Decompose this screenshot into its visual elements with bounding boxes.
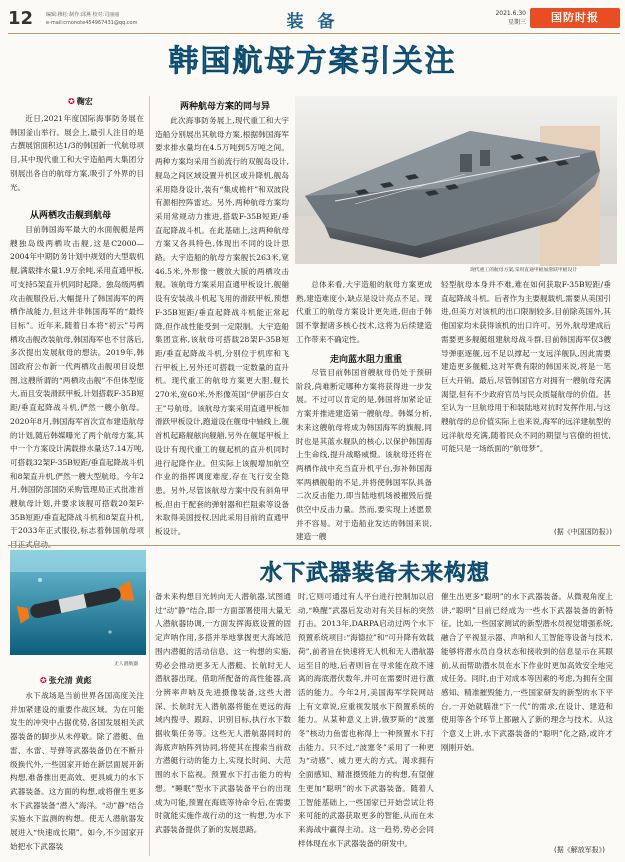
article2-col2-body: 备未来构想目光转向无人潜航器,试图通过“动”静“结合,即一方面部署使用大量无人潜航器协调,一方面发挥海底设置的固定声呐作用,多搭并举地掌握更大海域范围内潜艇的活动信息。这一构想的实施,势必会推动更多无人潜艇、长航时无人潜航器出现。借助所配备的高性能器,高分辨率声呐及先进摄像装备,这些大潜深、长航时无人潜航器将能在更远的海域内搜寻、跟踪、识别目标,执行水下数据收集任务等。这些无人潜航器同时的海底声呐阵列协同,将使其在搜索当前敌方潜艇行动的能力上,实现长时间、大范围的水下监视。预置水下打击能力的构想。“睡眠”型水下武器装备平台的出现成为可能,预置在海底等待命令后,在需要时就能实施作战行动的这一构想,为水下武器装备提供了新的发展思路。 (155, 592, 291, 834)
carrier-photo-caption: 现代重工的航母方案,采用直通甲板加滑跃甲板设计 (470, 268, 578, 273)
article2-col1-body: 水下战场是当前世界各国高度关注并加紧建设的重要作战区域。为在可能发生的冲突中占据优势,各国发展相关武器装备的脚步从未停歇。除了潜艇、鱼雷、水雷、导弹等武器装备仍在不断升级换代外,一些国家开始在新层面展开新构想,难备推出更高效、更具威力的水下武器装备。这方面的构想,或将催生更多水下武器装备“潜入”海洋。“动”静“结合实施水下监测的构想。使无人潜航器发展进入“快速成长期”。如今,不少国家开始把水下武器装 (10, 691, 144, 851)
weekday-text: 星期三 (507, 19, 526, 26)
article1-headline (0, 40, 625, 84)
article1-intro: 近日,2021年度国际海事防务展在韩国釜山举行。展会上,最引人注目的是古撰展馆面积达1/3的韩国新一代航母项目,其中现代重工和大宇造船两大集团分别展出各自的航母方案,吸引了外界的目光。 (10, 114, 144, 192)
article2-byline (40, 675, 92, 686)
page-header (0, 0, 625, 34)
column-divider (149, 590, 150, 856)
newspaper-logo: 国防时报 (530, 8, 620, 28)
article1-author: 鞠宏 (76, 97, 93, 106)
issue-date (476, 9, 526, 27)
carrier-model-photo (295, 96, 617, 264)
uuv-photo-caption: 无人潜航器 (114, 662, 138, 667)
date-text: 2021.6.30 (495, 10, 526, 17)
star-icon: ✪ (40, 676, 47, 685)
article1-headline-text: 韩国航母方案引关注 (168, 44, 457, 79)
article-separator (8, 545, 620, 546)
article1-col2-body: 此次海事防务展上,现代重工和大宇造船分别展出其航母方案,根据韩国海军要求排水量均在4.5万吨到5万吨之间。两种方案均采用当前流行的双舰岛设计,舰岛之间区域设置升机区或升降机,舰岛采用隐身设计,装有“集成桅杆”和双波段有源相控阵雷达。另外,两种航母方案均采用常规动力推进,搭载F-35B短距/垂直起降战斗机。在此基础上,这两种航母方案又各具特色,体现出不同的设计思路。大宇造船的航母方案舰长263米,宽46.5米,外形像一艘放大版的两栖攻击舰。该航母方案采用直通甲板设计,舰艏设有安装战斗机起飞用的滑跃甲板,预想F-35B短距/垂直起降战斗机能正常起降,但作战性能受到一定限制。大宇造船集团宣称,该航母可搭载28架F-35B短距/垂直起降战斗机,分别位于机库和飞行甲板上,另外还可搭载一定数量的直升机。现代重工的航母方案更大胆,舰长270米,宽60米,外形像英国“伊丽莎白女王”号航母。该航母方案采用直通甲板加滑跃甲板设计,跑道设在舰母中轴线上,舰首机起路舰舷向舰艏,另外在舰尾甲板上设计有现代重工的舰起机的直升机同时进行起降作业。但实际上该舰增加航空作业的指挥调度难度,存在飞行安全隐患。另外,尽管该航母方案中没有斜角甲板,但由于配套的弹射器和拦阻索等设备未取得美国授权,因此采用目前的直通甲板设计。 (155, 116, 289, 537)
article1-col4-body: 轻型航母本身并不难,难在如何获取F-35B短距/垂直起降战斗机。后者作为主要舰载机,需要从美国引进,但美方对该机的出口限制较多,目前除英国外,其他国家均未获得该机的出口许可。另外,航母建成后需要更多舰艇组建航母战斗群,目前韩国海军仅3艘导弹驱逐舰,远不足以撑起一支远洋舰队,因此需要建造更多舰艇,这对军费有限的韩国来说,将是一笔巨大开销。最后,尽管韩国官方对拥有一艘航母充满渴望,但有不少政府官员与民众质疑航母的价值。甚至认为一旦航母用于和装陆地对抗时发挥作用,与这艘航母的总价值实际上也来说,海军的远洋建航型的远洋航母充满,随着民众不同的期望与官僚的担忧,可能只是一场纸面的“航母梦”。 (441, 280, 611, 454)
article1-subhead-3: 走向蓝水阻力重重 (330, 355, 403, 365)
section-title: 装 备 (286, 12, 339, 32)
uuv-photo (10, 550, 146, 655)
star-icon: ✪ (68, 97, 75, 106)
underwater-drone-image (10, 550, 146, 655)
article2-source: (据《解放军报》) (554, 846, 605, 854)
header-rule (8, 33, 620, 34)
article2-col4-body: 催生出更多“聪明”的水下武器装备。从微观角度上讲,“聪明”目前已经成为一些水下武器装备的新特征。比如,一些国家测试的新型潜水员视觉增强系统,融合了平视显示器、声呐和人工智能等设备与技术,能够将潜水员自身状态和接收到的信息显示在其眼前,从而帮助潜水员在水下作业时更加高效安全地完成任务。同时,由于对成本等因素的考虑,为拥有全面感知、精准摧毁能力,一些国家研发的新型的水下平台,一开始就瞄准“下一代”的需求,在设计、建造和使用等各个环节上都融入了新的理念与技术。从这个意义上讲,水下武器装备的“聪明”化之路,或许才刚刚开始。 (441, 592, 613, 752)
email-line: e-mail:cmonote454967431@qq.com (46, 20, 138, 26)
column-divider (149, 96, 150, 538)
article1-source: (据《中国国防报》) (554, 528, 612, 536)
article1-subhead-1: 从两栖攻击舰到航母 (30, 211, 112, 221)
article1-subhead-2: 两种航母方案的同与异 (180, 102, 271, 112)
article1-col3-rest: 尽管目前韩国首艘航母仍处于预研阶段,尚难断定哪种方案将获得进一步发展。不过可以肯定的是,韩国将加紧论证方案并推进建造第一艘航母。韩媒分析,未来这艘航母将成为韩国海军的旗舰,同时也是其蓝水舰队的核心,以保护韩国海上生命线,提升战略威慑。该航母还将在两栖作战中充当直升机平台,弥补韩国海军两栖舰船的不足,并将使韩国军队具备二次反击能力,即当陆地机场被摧毁后提供空中反击力量。然而,要实现上述愿景并不容易。对于造船业发达的韩国来说,建造一艘 (296, 368, 432, 542)
article1-col3-body: 总体来看,大宇造船的航母方案更成熟,建造难度小,缺点是设计亮点不足。现代重工的航母方案设计更先进,但由于韩国不掌握诸多核心技术,这将为后续建造工作带来不确定性。 (296, 280, 432, 344)
article2-col3-body: 时,它则可通过有人平台进行控制加以启动,“唤醒”武器后发动对有关目标的突然打击。2013年,DARPA启动过两个水下预置系统项目:“海德拉”和“可升降有效载荷”,前者旨在快速将无人机和无人潜航器运至目的地,后者则旨在寻求能在敌不速离的海底潜伏数年,并可在需要时进行激活的能力。今年2月,美国海军学院网站上有文章说,应重视发展水下预置系统的能力。从某种意义上讲,俄罗斯的“波塞冬”核动力鱼雷也称得上一种预置水下打击能力。只不过,“波塞冬”采用了一种更为“动感”、威力更大的方式。渴求拥有全面感知、精准摄毁能力的构想,有望催生更加“聪明”的水下武器装备。随着人工智能基础上,一些国家已开始尝试让将来可能的武器获取更多的智能,从而在未来海战中赢得主动。这一趋势,势必会同样体现在水下武器装备的研发中。 (298, 592, 434, 848)
article1-col1-body: 目前韩国海军最大的水面舰艇是两艘独岛级两栖攻击舰,这是C2000—2004年中期防务计划中规划的大型载机舰,满载排水量1.9万余吨,采用直通甲板,可支持5架直升机同时起降。独岛级两栖攻击舰服役后,大幅提升了韩国海军的两栖作战能力,但这并非韩国海军的“最终目标”。近年来,随着日本将“初云”号两栖攻击舰改装航母,韩国海军也不甘落后,多次提出发展航母的想法。2019年,韩国政府公布新一代两栖攻击舰项目设想图,这艘所谓的“两栖攻击舰”不但体型庞大,而且安装滑跃甲板,计划搭载F-35B短距/垂直起降战斗机,俨然一艘小航母。2020年8月,韩国海军首次宣布建造航母的计划,随后韩媒曝光了两个航母方案,其中一个方案设计满载排水量达7.14万吨,可搭载32架F-35B短距/垂直起降战斗机和8架直升机,俨然一艘大型航母。今年2月,韩国防部国防采购管理局正式批准首艘航母计划,并要求该舰可搭载20架F-35B短距/垂直起降战斗机和8架直升机,于2033年正式服役,标志着韩国航母项 (10, 225, 144, 536)
page-number: 12 (8, 8, 34, 29)
article2-author: 张允清 黄彪 (48, 676, 92, 685)
editor-line: 编辑:穆松 制作:邱燕 校对:司丽丽 (46, 12, 120, 18)
article1-byline (68, 96, 93, 107)
article2-headline: 水下武器装备未来构想 (260, 561, 491, 586)
aircraft-carrier-image (295, 96, 617, 264)
